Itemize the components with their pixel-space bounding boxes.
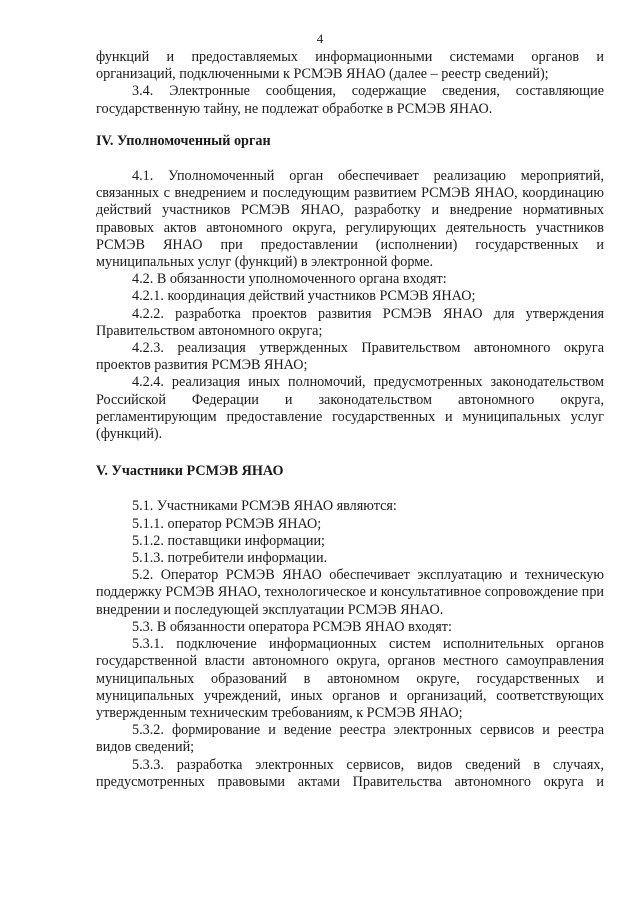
section-heading: IV. Уполномоченный орган <box>96 132 271 149</box>
paragraph: 5.1.2. поставщики информации; <box>132 532 325 549</box>
paragraph: 5.3.1. подключение информационных систем исполнительных органов государственной власти автономного округа, органов местного самоуправления муниципальных образований в автономном округе, государственных и муниципальных учреждений, иных органов и организаций, соответствующих утвержденным техническим требованиям, к РСМЭВ ЯНАО; <box>96 636 604 721</box>
paragraph: 5.2. Оператор РСМЭВ ЯНАО обеспечивает эксплуатацию и техническую поддержку РСМЭВ ЯНАО, технологическое и консультативное сопровождение при внедрении и последующей эксплуатации РСМЭВ ЯНАО. <box>96 567 604 618</box>
paragraph: 4.2.2. разработка проектов развития РСМЭВ ЯНАО для утверждения Правительством автономного округа; <box>96 305 604 339</box>
section-heading: V. Участники РСМЭВ ЯНАО <box>96 463 284 480</box>
paragraph: 5.1. Участниками РСМЭВ ЯНАО являются: <box>132 498 397 515</box>
document-body <box>96 49 604 791</box>
paragraph: 4.2.4. реализация иных полномочий, предусмотренных законодательством Российской Федерации и законодательством автономного округа, регламентирующим предоставление государственных и муниципальных услуг (функций). <box>96 374 604 443</box>
paragraph: 5.1.1. оператор РСМЭВ ЯНАО; <box>132 515 322 532</box>
paragraph: 3.4. Электронные сообщения, содержащие сведения, составляющие государственную тайну, не подлежат обработке в РСМЭВ ЯНАО. <box>96 83 604 117</box>
paragraph: 4.1. Уполномоченный орган обеспечивает реализацию мероприятий, связанных с внедрением и последующим развитием РСМЭВ ЯНАО, координацию действий участников РСМЭВ ЯНАО, разработку и внедрение нормативных правовых актов автономного округа, регулирующих деятельность участников РСМЭВ ЯНАО при предоставлении (исполнении) государственных и муниципальных услуг (функций) в электронной форме. <box>96 168 604 271</box>
paragraph: 5.3.3. разработка электронных сервисов, видов сведений в случаях, предусмотренных правовыми актами Правительства автономного округа и <box>96 756 604 790</box>
paragraph: 4.2. В обязанности уполномоченного органа входят: <box>132 271 447 288</box>
paragraph: функций и предоставляемых информационными системами органов и организаций, подключенными к РСМЭВ ЯНАО (далее – реестр сведений); <box>96 49 604 83</box>
paragraph: 5.3. В обязанности оператора РСМЭВ ЯНАО входят: <box>132 618 452 635</box>
paragraph: 4.2.1. координация действий участников РСМЭВ ЯНАО; <box>132 288 476 305</box>
page-number: 4 <box>316 31 324 46</box>
paragraph: 4.2.3. реализация утвержденных Правительством автономного округа проектов развития РСМЭВ ЯНАО; <box>96 340 604 374</box>
paragraph: 5.3.2. формирование и ведение реестра электронных сервисов и реестра видов сведений; <box>96 722 604 756</box>
paragraph: 5.1.3. потребители информации. <box>132 550 328 567</box>
